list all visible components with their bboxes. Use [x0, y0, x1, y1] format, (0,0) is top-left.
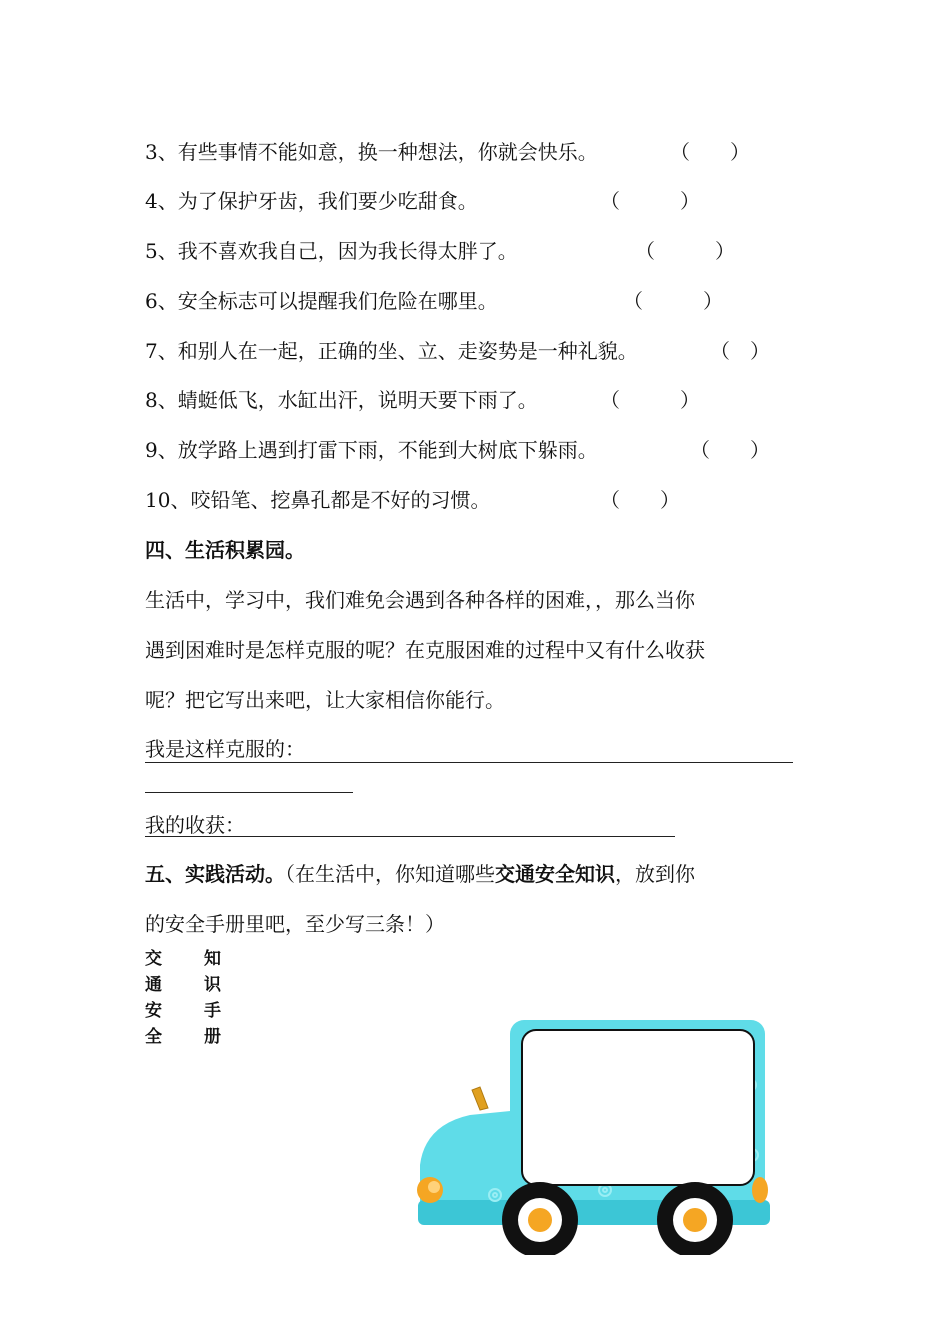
sign-board	[522, 1030, 754, 1185]
vertical-char: 册	[204, 1027, 221, 1047]
section-5-intro-bold: 交通安全知识	[495, 862, 615, 886]
vertical-char: 手	[204, 1001, 221, 1021]
rear-light	[752, 1177, 768, 1203]
rear-wheel	[657, 1182, 733, 1255]
section-5-line-2: 的安全手册里吧，至少写三条！）	[145, 912, 445, 936]
answer-paren[interactable]: （ ）	[635, 239, 735, 263]
answer-paren[interactable]: （ ）	[600, 488, 680, 512]
answer-paren[interactable]: （ ）	[690, 438, 770, 462]
harvest-answer-line[interactable]	[145, 836, 675, 837]
vertical-char: 交	[145, 949, 162, 969]
vertical-text-right	[204, 946, 221, 1050]
vertical-char: 通	[145, 975, 162, 995]
section-5-heading: 五、实践活动。	[145, 862, 285, 886]
vertical-char: 知	[204, 949, 221, 969]
overcome-answer-line-2[interactable]	[145, 792, 353, 793]
vertical-char: 安	[145, 1001, 162, 1021]
answer-paren[interactable]: （ ）	[670, 140, 750, 164]
item-text: 3、有些事情不能如意，换一种想法，你就会快乐。	[145, 140, 598, 164]
section-5-line-1	[145, 861, 695, 887]
vertical-char: 识	[204, 975, 221, 995]
item-text: 4、为了保护牙齿，我们要少吃甜食。	[145, 189, 478, 213]
answer-paren[interactable]: （ ）	[623, 289, 723, 313]
section-5-intro-b: ，放到你	[615, 862, 695, 886]
front-wheel	[502, 1182, 578, 1255]
answer-paren[interactable]: （ ）	[710, 339, 770, 363]
harvest-label: 我的收获：	[145, 813, 245, 837]
answer-paren[interactable]: （ ）	[600, 388, 700, 412]
section-4-paragraph-line-3: 呢？把它写出来吧，让大家相信你能行。	[145, 688, 505, 712]
item-text: 9、放学路上遇到打雷下雨，不能到大树底下躲雨。	[145, 438, 598, 462]
item-text: 7、和别人在一起，正确的坐、立、走姿势是一种礼貌。	[145, 339, 638, 363]
section-5-intro-a: （在生活中，你知道哪些	[285, 862, 495, 886]
vertical-char: 全	[145, 1027, 162, 1047]
overcome-answer-line-1[interactable]	[145, 762, 793, 763]
overcome-label: 我是这样克服的：	[145, 737, 305, 761]
item-text: 10、咬铅笔、挖鼻孔都是不好的习惯。	[145, 488, 491, 512]
vertical-text-left	[145, 946, 162, 1050]
item-text: 6、安全标志可以提醒我们危险在哪里。	[145, 289, 498, 313]
answer-paren[interactable]: （ ）	[600, 189, 700, 213]
car-illustration	[410, 1015, 780, 1255]
item-text: 8、蜻蜓低飞，水缸出汗，说明天要下雨了。	[145, 388, 538, 412]
section-4-paragraph-line-1: 生活中，学习中，我们难免会遇到各种各样的困难，，那么当你	[145, 588, 695, 612]
section-4-paragraph-line-2: 遇到困难时是怎样克服的呢？在克服困难的过程中又有什么收获	[145, 638, 705, 662]
item-text: 5、我不喜欢我自己，因为我长得太胖了。	[145, 239, 518, 263]
section-4-heading: 四、生活积累园。	[145, 538, 305, 562]
front-light-highlight	[428, 1181, 440, 1193]
antenna	[472, 1087, 488, 1110]
